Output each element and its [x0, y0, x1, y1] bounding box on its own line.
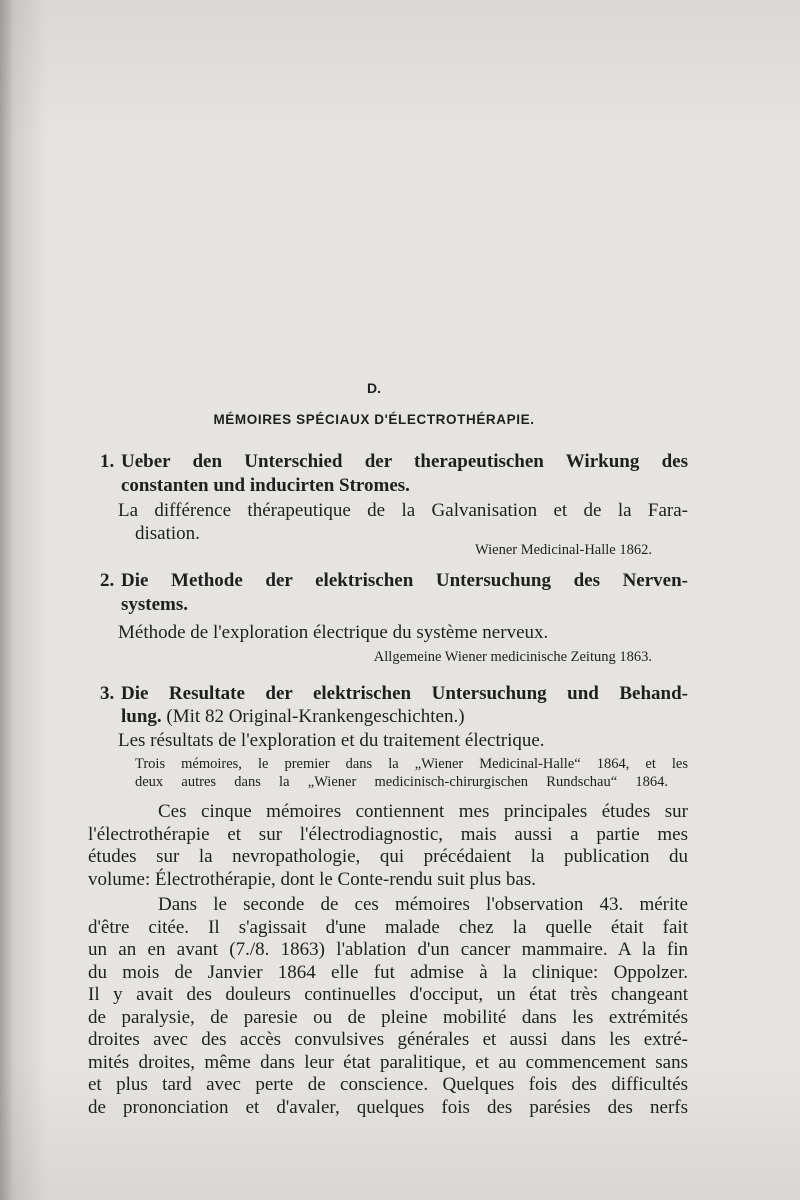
entry-2-heading-text: Die Methode der elektrischen Untersuchung des Nerven-: [121, 570, 688, 591]
paragraph-line: Il y avait des douleurs continuelles d'occiput, un état très changeant: [88, 984, 688, 1005]
body-paragraph-2: [88, 894, 688, 1119]
entry-1-translation-line: disation.: [135, 523, 200, 544]
entry-3-citation: [135, 755, 688, 791]
entry-2-translation-line: Méthode de l'exploration électrique du système nerveux.: [118, 622, 549, 643]
entry-2-heading-line: [100, 569, 688, 593]
entry-3-heading-text: lung.: [121, 706, 162, 727]
paragraph-line: Ces cinque mémoires contiennent mes principales études sur: [158, 801, 688, 822]
paragraph-line: l'électrothérapie et sur l'électrodiagnostic, mais aussi a partie mes: [88, 823, 688, 845]
paragraph-line: droites avec des accès convulsives générales et aussi dans les extré-: [88, 1029, 688, 1050]
entry-2-translation: [118, 621, 688, 644]
paragraph-line: un an en avant (7./8. 1863) l'ablation d'un cancer mammaire. A la fin: [88, 939, 688, 960]
section-title: MÉMOIRES SPÉCIAUX D'ÉLECTROTHÉRAPIE.: [213, 412, 535, 427]
entry-3-heading: [100, 682, 688, 728]
entry-2-citation: [118, 648, 652, 666]
entry-1-number: 1.: [100, 451, 115, 472]
entry-1-heading-line: constanten und inducirten Stromes.: [121, 475, 410, 496]
paragraph-line: mités droites, même dans leur état paralitique, et au commencement sans: [88, 1051, 688, 1073]
entry-3-heading-note: (Mit 82 Original-Krankengeschichten.): [166, 706, 465, 727]
entry-1-citation: [118, 541, 652, 559]
paragraph-line: et plus tard avec perte de conscience. Quelques fois des difficultés: [88, 1074, 688, 1095]
entry-1-heading-text: Ueber den Unterschied der therapeutischen Wirkung des: [121, 451, 688, 472]
paragraph-line: de paralysie, de paresie ou de pleine mobilité dans les extrémités: [88, 1006, 688, 1028]
paragraph-line: d'être citée. Il s'agissait d'une malade chez la quelle était fait: [88, 916, 688, 938]
paragraph-line: études sur la nevropathologie, qui précédaient la publication du: [88, 846, 688, 868]
entry-3-citation-line: Trois mémoires, le premier dans la „Wiener Medicinal-Halle“ 1864, et les: [135, 756, 688, 772]
entry-3-number: 3.: [100, 683, 115, 704]
entry-2-heading: [100, 569, 688, 617]
paragraph-line: Dans le seconde de ces mémoires l'observation 43. mérite: [158, 894, 688, 915]
entry-3-heading-line: [100, 682, 688, 705]
paragraph-line: de prononciation et d'avaler, quelques fois des parésies des nerfs: [88, 1096, 688, 1118]
entry-3-heading-text: Die Resultate der elektrischen Untersuchung und Behand-: [121, 683, 688, 704]
entry-3-translation: [118, 729, 688, 752]
entry-1-citation-line: Wiener Medicinal-Halle 1862.: [475, 542, 652, 558]
entry-1-heading-line: [100, 450, 688, 474]
entry-1-translation-line: La différence thérapeutique de la Galvanisation et de la Fara-: [118, 500, 688, 521]
entry-1-heading: [100, 450, 688, 498]
entry-2-heading-line: systems.: [121, 594, 189, 615]
paragraph-line: du mois de Janvier 1864 elle fut admise à la clinique: Oppolzer.: [88, 961, 688, 983]
entry-2-citation-line: Allgemeine Wiener medicinische Zeitung 1863.: [373, 649, 652, 665]
entry-3-translation-line: Les résultats de l'exploration et du traitement électrique.: [118, 730, 545, 751]
entry-1-translation: [118, 499, 688, 545]
entry-3-citation-line: deux autres dans la „Wiener medicinisch-chirurgischen Rundschau“ 1864.: [135, 774, 668, 790]
entry-2-number: 2.: [100, 570, 115, 591]
paragraph-line: volume: Électrothérapie, dont le Conte-rendu suit plus bas.: [88, 869, 536, 891]
section-letter: D.: [367, 380, 381, 396]
entry-3-heading-line: [100, 705, 688, 728]
body-paragraph-1: [88, 801, 688, 892]
